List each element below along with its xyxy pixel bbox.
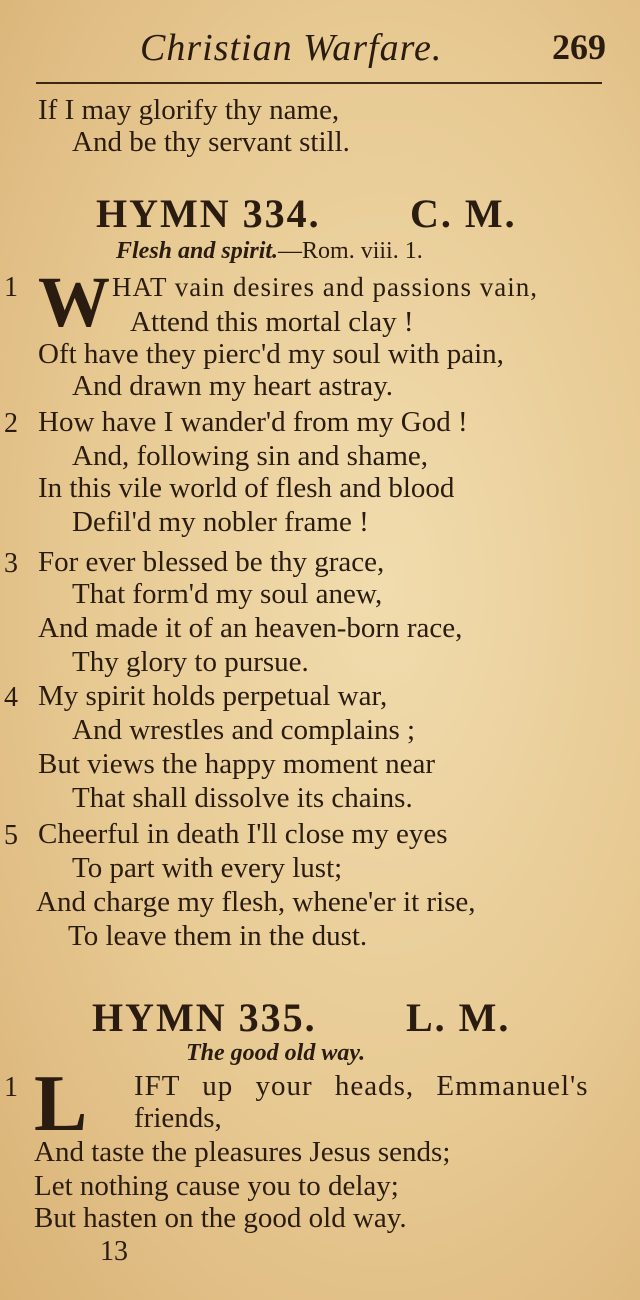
verse-line: And taste the pleasures Jesus sends; bbox=[34, 1136, 451, 1168]
verse-line: How have I wander'd from my God ! bbox=[38, 406, 468, 438]
verse-line: For ever blessed be thy grace, bbox=[38, 546, 385, 578]
verse-number: 1 bbox=[4, 1072, 18, 1103]
verse-number: 5 bbox=[4, 820, 18, 851]
running-head: Christian Warfare. bbox=[140, 27, 443, 69]
verse-line: That form'd my soul anew, bbox=[72, 578, 383, 610]
verse-line: That shall dissolve its chains. bbox=[72, 782, 413, 814]
verse-line: Let nothing cause you to delay; bbox=[34, 1170, 399, 1202]
continuation-line: If I may glorify thy name, bbox=[38, 94, 340, 126]
header-rule bbox=[36, 82, 602, 84]
verse-number: 2 bbox=[4, 408, 18, 439]
verse-line: And charge my flesh, whene'er it rise, bbox=[36, 886, 476, 918]
verse-number: 4 bbox=[4, 682, 18, 713]
hymn-meter: L. M. bbox=[406, 995, 511, 1040]
subtitle-text: The good old way. bbox=[186, 1040, 366, 1066]
verse-number: 1 bbox=[4, 272, 18, 303]
verse-line: Attend this mortal clay ! bbox=[130, 306, 414, 338]
verse-line: Oft have they pierc'd my soul with pain, bbox=[38, 338, 504, 370]
hymn-subtitle bbox=[186, 1040, 365, 1067]
scripture-reference: —Rom. viii. 1. bbox=[278, 238, 423, 264]
drop-cap: W bbox=[38, 262, 110, 342]
verse-line: IFT up your heads, Emmanuel's bbox=[134, 1070, 589, 1102]
verse-line: HAT vain desires and passions vain, bbox=[112, 272, 538, 302]
subtitle-text: Flesh and spirit. bbox=[116, 238, 279, 264]
verse-line: But hasten on the good old way. bbox=[34, 1202, 407, 1234]
verse-line: But views the happy moment near bbox=[38, 748, 436, 780]
verse-line: Defil'd my nobler frame ! bbox=[72, 506, 369, 538]
verse-line: Cheerful in death I'll close my eyes bbox=[38, 818, 448, 850]
hymn-title: HYMN 334. bbox=[96, 191, 321, 236]
verse-line: And drawn my heart astray. bbox=[72, 370, 394, 402]
verse-line: And, following sin and shame, bbox=[72, 440, 429, 472]
verse-line: And wrestles and complains ; bbox=[72, 714, 416, 746]
verse-line: In this vile world of flesh and blood bbox=[38, 472, 455, 504]
hymn-title: HYMN 335. bbox=[92, 995, 317, 1040]
verse-line: friends, bbox=[134, 1102, 222, 1134]
verse-line: Thy glory to pursue. bbox=[72, 646, 309, 678]
hymn-meter: C. M. bbox=[410, 191, 517, 236]
page-number: 269 bbox=[552, 27, 606, 67]
verse-line: To leave them in the dust. bbox=[68, 920, 368, 952]
verse-line: To part with every lust; bbox=[72, 852, 343, 884]
verse-number: 3 bbox=[4, 548, 18, 579]
signature-mark: 13 bbox=[100, 1236, 128, 1267]
continuation-line: And be thy servant still. bbox=[72, 126, 350, 158]
hymn-subtitle bbox=[116, 238, 423, 265]
drop-cap: L bbox=[34, 1060, 88, 1148]
verse-line: And made it of an heaven-born race, bbox=[38, 612, 463, 644]
verse-line: My spirit holds perpetual war, bbox=[38, 680, 388, 712]
